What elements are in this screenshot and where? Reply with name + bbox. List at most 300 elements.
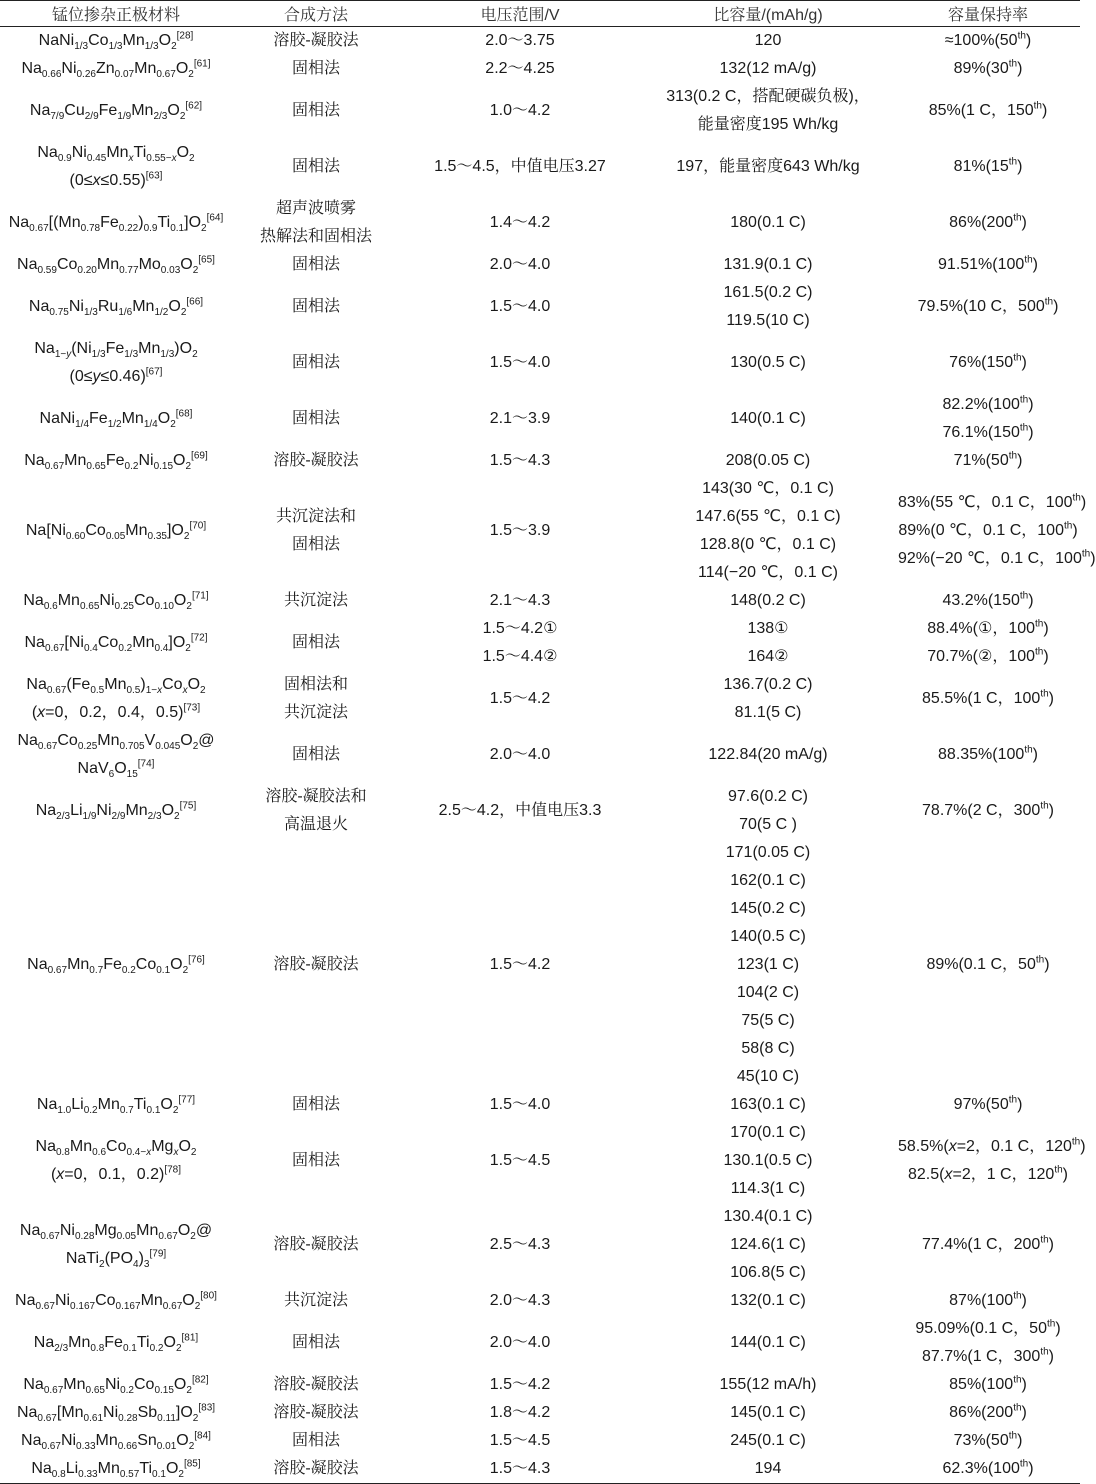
material-line: $Na_{0.59}Co_{0.20}Mn_{0.77}Mo_{0.03}O_2[65]$ [17, 254, 215, 277]
cell-capacity [640, 783, 896, 839]
cell-material [0, 1399, 232, 1427]
capacity-line: 143(30 ℃，0.1 C) [702, 480, 834, 497]
cell-method [232, 671, 400, 727]
voltage-line: 2.0～4.0 [489, 256, 551, 273]
material-line: $NaTi_2(PO_4)_3[79]$ [65, 1248, 167, 1271]
material-line: $NaNi_{1/4}Fe_{1/2}Mn_{1/4}O_2[68]$ [39, 408, 193, 431]
cell-retention [896, 335, 1080, 391]
cell-material [0, 335, 232, 391]
cell-voltage [400, 1371, 640, 1399]
retention-line: 89%(0 ℃，0.1 C，100th) [898, 520, 1078, 539]
header-voltage: 电压范围/V [400, 1, 640, 27]
capacity-line: 132(0.1 C) [730, 1292, 806, 1309]
cell-capacity [640, 55, 896, 83]
cell-method [232, 783, 400, 839]
cell-method [232, 279, 400, 335]
cell-voltage [400, 1455, 640, 1484]
retention-line: 86%(200th) [949, 1402, 1027, 1421]
capacity-line: 180(0.1 C) [730, 214, 806, 231]
material-line: $NaV_6O_{15}[74]$ [77, 758, 155, 781]
cell-method [232, 1287, 400, 1315]
cell-material [0, 1287, 232, 1315]
cell-retention [896, 1315, 1080, 1371]
method-line: 溶胶-凝胶法 [273, 1404, 359, 1421]
retention-line: 85.5%(1 C，100th) [922, 688, 1054, 707]
material-line: $Na_{2/3}Mn_{0.8}Fe_{0.1}Ti_{0.2}O_2[81]$ [33, 1332, 199, 1355]
table-row [0, 55, 1080, 83]
cell-voltage [400, 27, 640, 56]
material-line: (0≤y≤0.46)[67] [69, 366, 163, 385]
cell-retention [896, 447, 1080, 475]
retention-line: 62.3%(100th) [942, 1458, 1034, 1477]
capacity-line: 194 [754, 1460, 782, 1477]
cell-voltage [400, 839, 640, 1091]
table-row [0, 335, 1080, 391]
cell-capacity [640, 1203, 896, 1287]
table-row [0, 1371, 1080, 1399]
retention-line: 87%(100th) [949, 1290, 1027, 1309]
cell-capacity [640, 139, 896, 195]
cell-method [232, 1315, 400, 1371]
voltage-line: 1.5～4.0 [489, 1096, 551, 1113]
capacity-line: 128.8(0 ℃，0.1 C) [699, 536, 837, 553]
cell-material [0, 391, 232, 447]
retention-line: 91.51%(100th) [938, 254, 1038, 273]
capacity-line: 245(0.1 C) [730, 1432, 806, 1449]
cell-method [232, 1455, 400, 1484]
cell-material [0, 839, 232, 1091]
method-line: 固相法 [291, 102, 340, 119]
retention-line: 43.2%(150th) [942, 590, 1034, 609]
retention-line: 58.5%(x=2，0.1 C，120th) [898, 1136, 1086, 1155]
capacity-line: 122.84(20 mA/g) [708, 746, 828, 763]
cell-material [0, 279, 232, 335]
capacity-line: 106.8(5 C) [730, 1264, 806, 1281]
table-row [0, 1427, 1080, 1455]
method-line: 溶胶-凝胶法 [273, 1236, 359, 1253]
voltage-line: 1.5～4.3 [489, 452, 551, 469]
cell-capacity [640, 27, 896, 56]
cell-capacity [640, 195, 896, 251]
retention-line: 85%(100th) [949, 1374, 1027, 1393]
capacity-line: 131.9(0.1 C) [723, 256, 813, 273]
voltage-line: 1.5～3.9 [489, 522, 551, 539]
capacity-line: 313(0.2 C，搭配硬碳负极)， [666, 88, 870, 105]
table-row [0, 587, 1080, 615]
method-line: 固相法 [291, 354, 340, 371]
cell-capacity [640, 1287, 896, 1315]
cell-voltage [400, 783, 640, 839]
table-row [0, 83, 1080, 139]
cell-material [0, 55, 232, 83]
retention-line: 88.35%(100th) [938, 744, 1038, 763]
capacity-line: 124.6(1 C) [730, 1236, 806, 1253]
cell-method [232, 391, 400, 447]
voltage-line: 1.5～4.5 [489, 1152, 551, 1169]
method-line: 高温退火 [283, 816, 348, 833]
retention-line: 95.09%(0.1 C，50th) [915, 1318, 1061, 1337]
capacity-line: 70(5 C ) [739, 816, 797, 833]
cell-capacity [640, 335, 896, 391]
cell-retention [896, 587, 1080, 615]
cell-material [0, 447, 232, 475]
cell-material [0, 615, 232, 671]
capacity-line: 155(12 mA/h) [719, 1376, 817, 1393]
cell-retention [896, 139, 1080, 195]
material-line: $Na_{0.67}[Ni_{0.4}Co_{0.2}Mn_{0.4}]O_2[72]$ [24, 632, 208, 655]
table-row [0, 391, 1080, 447]
material-line: $Na_{0.8}Mn_{0.6}Co_{0.4-x}Mg_xO_2$ [35, 1138, 197, 1159]
capacity-line: 144(0.1 C) [730, 1334, 806, 1351]
cell-material [0, 1427, 232, 1455]
cell-retention [896, 1091, 1080, 1119]
capacity-line: 130.4(0.1 C) [723, 1208, 813, 1225]
material-line: $Na_{0.67}Ni_{0.167}Co_{0.167}Mn_{0.67}O_2[80]$ [15, 1290, 217, 1313]
material-line: $Na[Ni_{0.60}Co_{0.05}Mn_{0.35}]O_2[70]$ [25, 520, 207, 543]
capacity-line: 81.1(5 C) [734, 704, 802, 721]
cell-material [0, 475, 232, 587]
table-row [0, 279, 1080, 335]
table-body [0, 27, 1096, 1484]
material-line: (0≤x≤0.55)[63] [69, 170, 163, 189]
table-row [0, 1315, 1080, 1371]
voltage-line: 2.5～4.2，中值电压3.3 [438, 802, 602, 819]
cell-voltage [400, 671, 640, 727]
method-line: 固相法和 [283, 676, 348, 693]
method-line: 共沉淀法和 [275, 508, 356, 525]
cell-material [0, 27, 232, 56]
cell-method [232, 587, 400, 615]
cell-voltage [400, 139, 640, 195]
cell-voltage [400, 279, 640, 335]
table-row [0, 1399, 1080, 1427]
retention-line: 87.7%(1 C，300th) [922, 1346, 1054, 1365]
capacity-line: 161.5(0.2 C) [723, 284, 813, 301]
method-line: 固相法 [291, 298, 340, 315]
table-row [0, 615, 1080, 671]
cell-voltage [400, 447, 640, 475]
material-line: $Na_{0.67}Mn_{0.65}Ni_{0.2}Co_{0.15}O_2[82]$ [23, 1374, 209, 1397]
capacity-line: 138① [747, 620, 789, 637]
method-line: 溶胶-凝胶法和 [265, 788, 367, 805]
cell-capacity [640, 587, 896, 615]
method-line: 共沉淀法 [283, 592, 348, 609]
table-row [0, 27, 1080, 56]
method-line: 溶胶-凝胶法 [273, 32, 359, 49]
method-line: 固相法 [291, 536, 340, 553]
capacity-line: 114.3(1 C) [730, 1180, 806, 1197]
cell-retention [896, 615, 1080, 671]
cell-retention [896, 1371, 1080, 1399]
method-line: 固相法 [291, 256, 340, 273]
material-line: $Na_{0.67}Ni_{0.28}Mg_{0.05}Mn_{0.67}O_2@$ [19, 1222, 213, 1243]
capacity-line: 104(2 C) [736, 984, 800, 1001]
cell-retention [896, 195, 1080, 251]
cell-retention [896, 1399, 1080, 1427]
retention-line: 82.2%(100th) [942, 394, 1034, 413]
cell-material [0, 83, 232, 139]
capacity-line: 136.7(0.2 C) [723, 676, 813, 693]
table-row [0, 1091, 1080, 1119]
retention-line: 97%(50th) [953, 1094, 1023, 1113]
cell-method [232, 1427, 400, 1455]
cell-method [232, 195, 400, 251]
method-line: 溶胶-凝胶法 [273, 452, 359, 469]
cell-voltage [400, 1399, 640, 1427]
retention-line: 81%(15th) [953, 156, 1023, 175]
voltage-line: 2.1～4.3 [489, 592, 551, 609]
retention-line: 82.5(x=2，1 C，120th) [908, 1164, 1068, 1183]
material-line: (x=0，0.1，0.2)[78] [50, 1164, 182, 1183]
table-row [0, 475, 1080, 587]
cell-capacity [640, 475, 896, 587]
table-row [0, 195, 1080, 251]
cell-retention [896, 1287, 1080, 1315]
voltage-line: 2.1～3.9 [489, 410, 551, 427]
capacity-line: 197，能量密度643 Wh/kg [676, 158, 860, 175]
cell-capacity [640, 251, 896, 279]
cell-method [232, 251, 400, 279]
method-line: 固相法 [291, 746, 340, 763]
table-row [0, 1119, 1080, 1203]
cell-material [0, 783, 232, 839]
material-line: $Na_{0.6}Mn_{0.65}Ni_{0.25}Co_{0.10}O_2[71]$ [23, 590, 209, 613]
cell-retention [896, 1203, 1080, 1287]
voltage-line: 2.0～4.0 [489, 746, 551, 763]
voltage-line: 1.5～4.2 [489, 690, 551, 707]
cell-capacity [640, 727, 896, 783]
cell-method [232, 83, 400, 139]
table-row [0, 1455, 1080, 1484]
method-line: 溶胶-凝胶法 [273, 1460, 359, 1477]
voltage-line: 1.5～4.0 [489, 298, 551, 315]
cell-capacity [640, 1119, 896, 1203]
cell-voltage [400, 727, 640, 783]
capacity-line: 170(0.1 C) [730, 1124, 806, 1141]
cell-method [232, 1203, 400, 1287]
material-line: $Na_{0.67}(Fe_{0.5}Mn_{0.5})_{1-x}Co_xO_2$ [26, 676, 206, 697]
cell-material [0, 251, 232, 279]
method-line: 超声波喷雾 [275, 200, 356, 217]
voltage-line: 2.0～3.75 [485, 32, 555, 49]
retention-line: 73%(50th) [953, 1430, 1023, 1449]
table-row [0, 839, 1080, 1091]
material-line: $Na_{0.67}Ni_{0.33}Mn_{0.66}Sn_{0.01}O_2[84]$ [21, 1430, 211, 1453]
header-retention: 容量保持率 [896, 1, 1080, 27]
cell-material [0, 1119, 232, 1203]
cell-capacity [640, 279, 896, 335]
material-line: $Na_{0.67}[Mn_{0.61}Ni_{0.28}Sb_{0.11}]O_2[83]$ [16, 1402, 216, 1425]
material-line: $Na_{0.67}Mn_{0.65}Fe_{0.2}Ni_{0.15}O_2[69]$ [24, 450, 208, 473]
material-line: $Na_{2/3}Li_{1/9}Ni_{2/9}Mn_{2/3}O_2[75]$ [35, 800, 197, 823]
capacity-line: 140(0.5 C) [730, 928, 806, 945]
cell-material [0, 671, 232, 727]
retention-line: 76.1%(150th) [942, 422, 1034, 441]
capacity-line: 114(−20 ℃，0.1 C) [698, 564, 838, 581]
cell-capacity [640, 83, 896, 139]
retention-line: ≈100%(50th) [944, 30, 1032, 49]
voltage-line: 1.5～4.4② [482, 648, 558, 665]
cell-capacity [640, 615, 896, 671]
method-line: 溶胶-凝胶法 [273, 1376, 359, 1393]
material-line: $Na_{0.75}Ni_{1/3}Ru_{1/6}Mn_{1/2}O_2[66]$ [28, 296, 204, 319]
method-line: 固相法 [291, 1152, 340, 1169]
retention-line: 85%(1 C，150th) [928, 100, 1048, 119]
cell-retention [896, 727, 1080, 783]
material-line: $Na_{0.67}Co_{0.25}Mn_{0.705}V_{0.045}O_2@$ [17, 732, 215, 753]
cell-capacity [640, 1315, 896, 1371]
retention-line: 92%(−20 ℃，0.1 C，100th) [898, 548, 1096, 567]
cell-material [0, 1091, 232, 1119]
method-line: 固相法 [291, 158, 340, 175]
cell-retention [896, 55, 1080, 83]
cell-capacity [640, 391, 896, 447]
table-row [0, 139, 1080, 195]
cell-voltage [400, 1287, 640, 1315]
table-row [0, 727, 1080, 783]
material-line: $Na_{1.0}Li_{0.2}Mn_{0.7}Ti_{0.1}O_2[77]$ [36, 1094, 196, 1117]
voltage-line: 1.5～4.5，中值电压3.27 [434, 158, 606, 175]
cell-method [232, 839, 400, 1091]
cell-capacity [640, 839, 896, 1091]
cell-retention [896, 83, 1080, 139]
cell-retention [896, 251, 1080, 279]
cell-voltage [400, 587, 640, 615]
cell-capacity [640, 1399, 896, 1427]
cell-method [232, 727, 400, 783]
capacity-line: 145(0.2 C) [730, 900, 806, 917]
retention-line: 83%(55 ℃，0.1 C，100th) [898, 492, 1087, 511]
cell-retention [896, 1427, 1080, 1455]
cell-voltage [400, 55, 640, 83]
cell-voltage [400, 195, 640, 251]
capacity-line: 119.5(10 C) [726, 312, 810, 329]
voltage-line: 1.5～4.2 [489, 956, 551, 973]
material-line: $Na_{1-y}(Ni_{1/3}Fe_{1/3}Mn_{1/3})O_2$ [34, 340, 198, 361]
voltage-line: 1.5～4.2 [489, 1376, 551, 1393]
voltage-line: 1.8～4.2 [489, 1404, 551, 1421]
capacity-line: 132(12 mA/g) [719, 60, 817, 77]
cell-capacity [640, 1091, 896, 1119]
cell-material [0, 1203, 232, 1287]
cell-voltage [400, 615, 640, 671]
header-material: 锰位掺杂正极材料 [0, 1, 232, 27]
cell-retention [896, 27, 1080, 56]
cell-voltage [400, 335, 640, 391]
retention-line: 79.5%(10 C，500th) [917, 296, 1059, 315]
retention-line: 70.7%(②，100th) [927, 646, 1049, 665]
cell-method [232, 139, 400, 195]
voltage-line: 1.4～4.2 [489, 214, 551, 231]
method-line: 共沉淀法 [283, 704, 348, 721]
cell-voltage [400, 83, 640, 139]
material-line: $Na_{0.9}Ni_{0.45}Mn_xTi_{0.55-x}O_2$ [37, 144, 195, 165]
table-row [0, 1203, 1080, 1287]
cell-voltage [400, 1119, 640, 1203]
cell-retention [896, 1455, 1080, 1484]
header-row [0, 1, 1080, 27]
voltage-line: 2.0～4.3 [489, 1292, 551, 1309]
material-line: (x=0，0.2，0.4，0.5)[73] [31, 702, 201, 721]
cell-voltage [400, 475, 640, 587]
material-line: $Na_{0.8}Li_{0.33}Mn_{0.57}Ti_{0.1}O_2[85]$ [31, 1458, 201, 1481]
capacity-line: 75(5 C) [741, 1012, 795, 1029]
cell-method [232, 27, 400, 56]
cell-material [0, 1455, 232, 1484]
retention-line: 86%(200th) [949, 212, 1027, 231]
capacity-line: 162(0.1 C) [730, 872, 806, 889]
material-line: $Na_{7/9}Cu_{2/9}Fe_{1/9}Mn_{2/3}O_2[62]$ [29, 100, 203, 123]
capacity-line: 58(8 C) [741, 1040, 795, 1057]
cell-method [232, 1399, 400, 1427]
voltage-line: 1.0～4.2 [489, 102, 551, 119]
method-line: 固相法 [291, 60, 340, 77]
cell-method [232, 1091, 400, 1119]
capacity-line: 148(0.2 C) [730, 592, 806, 609]
capacity-line: 164② [747, 648, 789, 665]
table-row [0, 1287, 1080, 1315]
method-line: 固相法 [291, 1334, 340, 1351]
cell-material [0, 139, 232, 195]
capacity-line: 能量密度195 Wh/kg [697, 116, 839, 133]
retention-line: 71%(50th) [953, 450, 1023, 469]
voltage-line: 1.5～4.3 [489, 1460, 551, 1477]
voltage-line: 2.5～4.3 [489, 1236, 551, 1253]
capacity-line: 145(0.1 C) [730, 1404, 806, 1421]
table-row [0, 251, 1080, 279]
material-line: $Na_{0.67}[(Mn_{0.78}Fe_{0.22})_{0.9}Ti_{0.1}]O_2[64]$ [8, 212, 224, 235]
method-line: 固相法 [291, 1096, 340, 1113]
header-capacity: 比容量/(mAh/g) [640, 1, 896, 27]
cell-method [232, 335, 400, 391]
method-line: 固相法 [291, 1432, 340, 1449]
cell-capacity [640, 1371, 896, 1399]
cell-capacity [640, 447, 896, 475]
cell-retention [896, 671, 1080, 727]
cell-material [0, 727, 232, 783]
method-line: 固相法 [291, 410, 340, 427]
material-line: $Na_{0.67}Mn_{0.7}Fe_{0.2}Co_{0.1}O_2[76]$ [27, 954, 205, 977]
cell-retention [896, 1119, 1086, 1203]
cell-method [232, 1119, 400, 1203]
cell-method [232, 615, 400, 671]
cell-material [0, 1371, 232, 1399]
cell-method [232, 1371, 400, 1399]
capacity-line: 45(10 C) [736, 1068, 800, 1085]
capacity-line: 130.1(0.5 C) [723, 1152, 813, 1169]
capacity-line: 123(1 C) [736, 956, 800, 973]
retention-line: 89%(0.1 C，50th) [926, 954, 1050, 973]
method-line: 热解法和固相法 [259, 228, 372, 245]
cell-material [0, 1315, 232, 1371]
cell-capacity [640, 671, 896, 727]
cell-retention [896, 475, 1096, 587]
voltage-line: 1.5～4.0 [489, 354, 551, 371]
retention-line: 76%(150th) [949, 352, 1027, 371]
table-row [0, 671, 1080, 727]
voltage-line: 2.0～4.0 [489, 1334, 551, 1351]
method-line: 固相法 [291, 634, 340, 651]
cell-voltage [400, 1203, 640, 1287]
retention-line: 78.7%(2 C，300th) [922, 800, 1054, 819]
capacity-line: 163(0.1 C) [730, 1096, 806, 1113]
table-row [0, 783, 1080, 839]
cell-method [232, 475, 400, 587]
method-line: 共沉淀法 [283, 1292, 348, 1309]
cell-retention [896, 839, 1080, 1091]
cell-voltage [400, 1315, 640, 1371]
cell-retention [896, 391, 1080, 447]
